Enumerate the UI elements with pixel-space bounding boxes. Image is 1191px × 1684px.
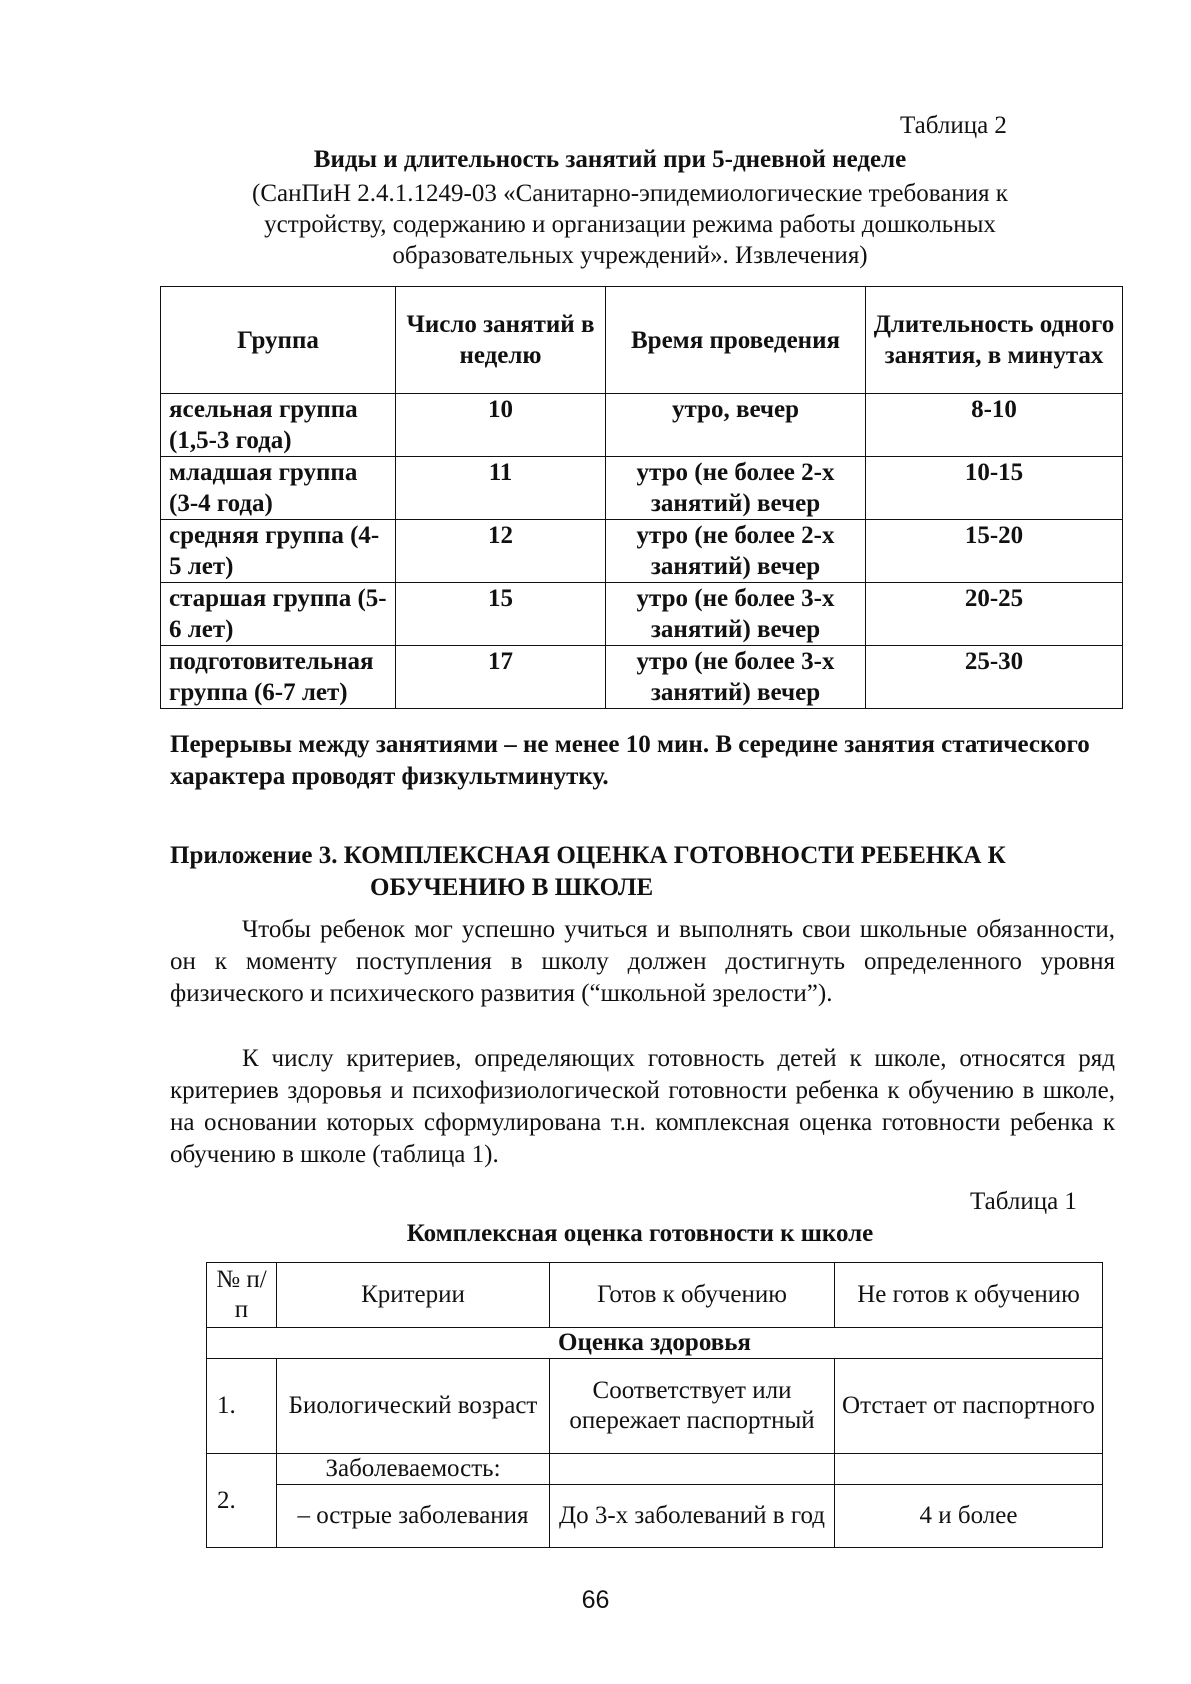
table2-cell-time: утро (не более 2-х занятий) вечер (606, 457, 866, 520)
table2-cell-group: старшая группа (5-6 лет) (161, 583, 396, 646)
table1-cell-not-ready: 4 и более (835, 1485, 1103, 1548)
table2-cell-duration: 10-15 (866, 457, 1123, 520)
paragraph: Чтобы ребенок мог успешно учиться и выполнять свои школьные обязанности, он к моменту поступления в школу должен достигнуть определенного уровня физического и психического развития (“школьной зрелости”). (170, 916, 1115, 1007)
table2-note: Перерывы между занятиями – не менее 10 мин. В середине занятия статического характера проводят физкультминутку. (170, 731, 1090, 790)
table1-cell-empty (550, 1454, 835, 1485)
table1-header-criteria: Критерии (277, 1263, 550, 1328)
table-row (207, 1359, 1103, 1454)
table2-cell-count: 12 (396, 520, 606, 583)
table2-cell-group: младшая группа (3-4 года) (161, 457, 396, 520)
table2-label: Таблица 2 (900, 112, 1007, 139)
table1-cell-ready: До 3-х заболеваний в год (550, 1485, 835, 1548)
table-row (207, 1485, 1103, 1548)
table1-cell-sub-criterion: – острые заболевания (277, 1485, 550, 1548)
table1-cell-not-ready: Отстает от паспортного (835, 1359, 1103, 1454)
table2 (160, 286, 1123, 709)
table1-section-row (207, 1328, 1103, 1359)
table1-header-ready: Готов к обучению (550, 1263, 835, 1328)
table1-cell-criterion: Заболеваемость: (277, 1454, 550, 1485)
table2-cell-duration: 20-25 (866, 583, 1123, 646)
table2-header-duration: Длительность одного занятия, в минутах (866, 287, 1123, 394)
table-row (161, 583, 1123, 646)
table2-cell-count: 10 (396, 394, 606, 457)
paragraph: К числу критериев, определяющих готовность детей к школе, относятся ряд критериев здоровья и психофизиологической готовности ребенка к обучению в школе, на основании которых сформулирована т.н. комплексная оценка готовности ребенка к обучению в школе (таблица 1). (170, 1045, 1115, 1168)
table-row (161, 646, 1123, 709)
table1-header-not-ready: Не готов к обучению (835, 1263, 1103, 1328)
table2-header-count: Число занятий в неделю (396, 287, 606, 394)
page-number: 66 (581, 1586, 610, 1614)
table1-cell-number: 1. (207, 1359, 277, 1454)
table1 (206, 1262, 1103, 1548)
table2-header-row (161, 287, 1123, 394)
table1-label: Таблица 1 (970, 1188, 1077, 1215)
table2-cell-count: 17 (396, 646, 606, 709)
table1-header-number: № п/п (207, 1263, 277, 1328)
table2-cell-duration: 25-30 (866, 646, 1123, 709)
table2-title: Виды и длительность занятий при 5-дневной неделе (313, 146, 907, 173)
table1-section-title: Оценка здоровья (207, 1328, 1103, 1359)
table1-cell-empty (835, 1454, 1103, 1485)
table-row (161, 520, 1123, 583)
appendix-heading (170, 840, 1120, 904)
table2-cell-duration: 8-10 (866, 394, 1123, 457)
table1-title: Комплексная оценка готовности к школе (406, 1220, 874, 1247)
table-row (161, 394, 1123, 457)
table1-cell-ready: Соответствует или опережает паспортный (550, 1359, 835, 1454)
appendix-heading-line1: Приложение 3. КОМПЛЕКСНАЯ ОЦЕНКА ГОТОВНОСТИ РЕБЕНКА К (170, 842, 1006, 869)
table2-cell-group: подготовительная группа (6-7 лет) (161, 646, 396, 709)
table2-cell-count: 11 (396, 457, 606, 520)
table2-cell-time: утро, вечер (606, 394, 866, 457)
table-row (161, 457, 1123, 520)
table-row (207, 1454, 1103, 1485)
table2-cell-duration: 15-20 (866, 520, 1123, 583)
table1-cell-number: 2. (207, 1454, 277, 1548)
table2-header-time: Время проведения (606, 287, 866, 394)
table2-cell-group: ясельная группа (1,5-3 года) (161, 394, 396, 457)
table2-header-group: Группа (161, 287, 396, 394)
table2-cell-time: утро (не более 3-х занятий) вечер (606, 646, 866, 709)
table2-cell-group: средняя группа (4-5 лет) (161, 520, 396, 583)
table2-cell-time: утро (не более 2-х занятий) вечер (606, 520, 866, 583)
table2-cell-count: 15 (396, 583, 606, 646)
table1-cell-criterion: Биологический возраст (277, 1359, 550, 1454)
table1-header-row (207, 1263, 1103, 1328)
table2-cell-time: утро (не более 3-х занятий) вечер (606, 583, 866, 646)
appendix-heading-line2: ОБУЧЕНИЮ В ШКОЛЕ (370, 874, 654, 901)
table2-source: (СанПиН 2.4.1.1249-03 «Санитарно-эпидемиологические требования к устройству, содержанию и организации режима работы дошкольных образовательных учреждений». Извлечения) (252, 180, 1008, 269)
